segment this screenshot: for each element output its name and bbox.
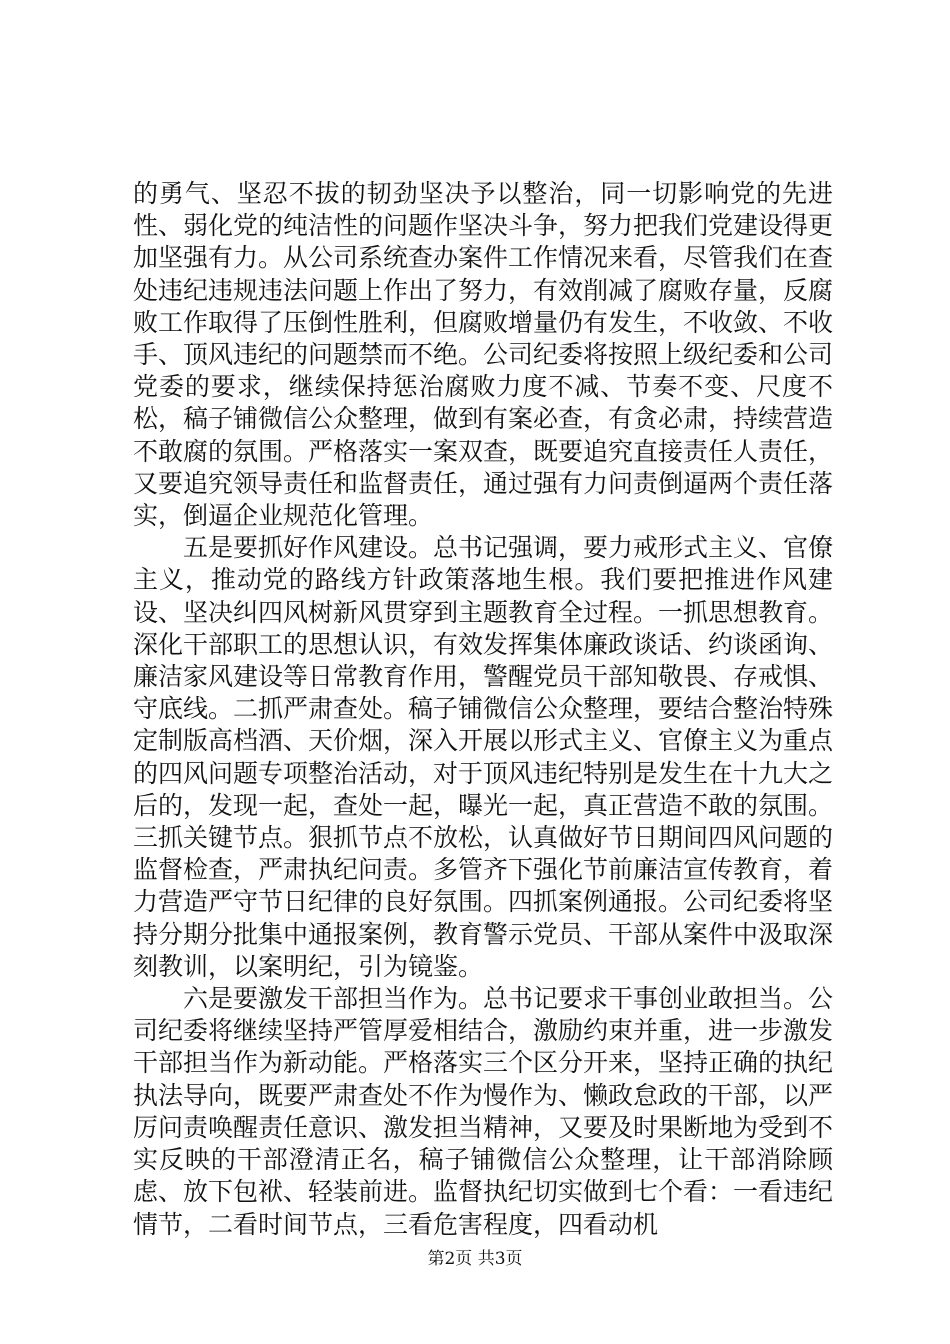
body-text — [133, 178, 833, 1241]
paragraph-cadre-responsibility: 六是要激发干部担当作为。总书记要求干事创业敢担当。公司纪委将继续坚持严管厚爱相结合，激励约束并重，进一步激发干部担当作为新动能。严格落实三个区分开来，坚持正确的执纪执法导向，既要严肃查处不作为慢作为、懒政怠政的干部，以严厉问责唤醒责任意识、激发担当精神，又要及时果断地为受到不实反映的干部澄清正名，稿子铺微信公众整理，让干部消除顾虑、放下包袱、轻装前进。监督执纪切实做到七个看：一看违纪情节，二看时间节点，三看危害程度，四看动机 — [133, 984, 834, 1239]
paragraph-continuation: 的勇气、坚忍不拔的韧劲坚决予以整治，同一切影响党的先进性、弱化党的纯洁性的问题作坚决斗争，努力把我们党建设得更加坚强有力。从公司系统查办案件工作情况来看，尽管我们在查处违纪违规违法问题上作出了努力，有效削减了腐败存量，反腐败工作取得了压倒性胜利，但腐败增量仍有发生，不收敛、不收手、顶风违纪的问题禁而不绝。公司纪委将按照上级纪委和公司党委的要求，继续保持惩治腐败力度不减、节奏不变、尺度不松，稿子铺微信公众整理，做到有案必查，有贪必肃，持续营造不敢腐的氛围。严格落实一案双查，既要追究直接责任人责任，又要追究领导责任和监督责任，通过强有力问责倒逼两个责任落实，倒逼企业规范化管理。 — [133, 179, 834, 531]
paragraph-style-building: 五是要抓好作风建设。总书记强调，要力戒形式主义、官僚主义，推动党的路线方针政策落地生根。我们要把推进作风建设、坚决纠四风树新风贯穿到主题教育全过程。一抓思想教育。深化干部职工的思想认识，有效发挥集体廉政谈话、约谈函询、廉洁家风建设等日常教育作用，警醒党员干部知敬畏、存戒惧、守底线。二抓严肃查处。稿子铺微信公众整理，要结合整治特殊定制版高档酒、天价烟，深入开展以形式主义、官僚主义为重点的四风问题专项整治活动，对于顶风违纪特别是发生在十九大之后的，发现一起，查处一起，曝光一起，真正营造不敢的氛围。三抓关键节点。狠抓节点不放松，认真做好节日期间四风问题的监督检查，严肃执纪问责。多管齐下强化节前廉洁宣传教育，着力营造严守节日纪律的良好氛围。四抓案例通报。公司纪委将坚持分期分批集中通报案例，教育警示党员、干部从案件中汲取深刻教训，以案明纪，引为镜鉴。 — [133, 533, 834, 981]
page-number-footer: 第2页 共3页 — [427, 1249, 523, 1269]
